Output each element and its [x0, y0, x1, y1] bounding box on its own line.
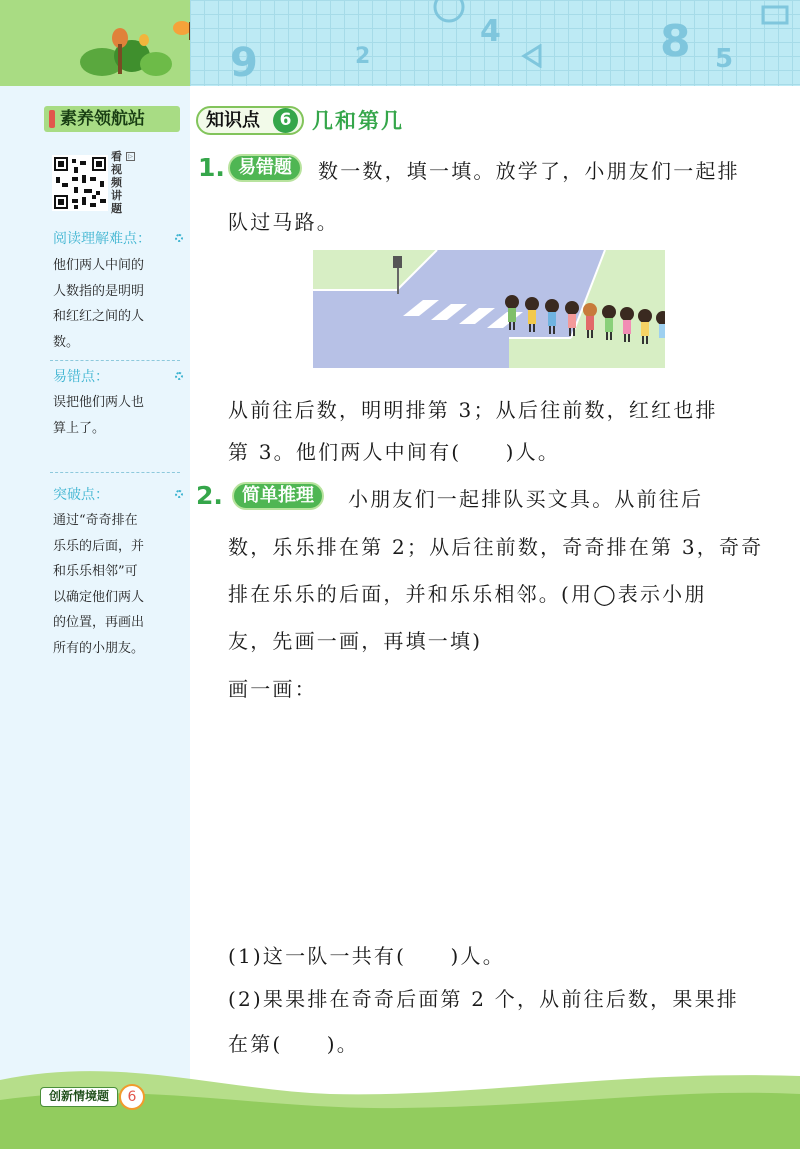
knowledge-point-title: 几和第几 [312, 109, 404, 133]
sub-question: (1)这一队一共有( )人。 [228, 944, 505, 968]
header-grid-panel [190, 0, 800, 86]
text-line: 和红红之间的人 [53, 309, 145, 324]
question-number: 1. [198, 153, 225, 182]
sidebar-section-text [53, 253, 177, 355]
sidebar-heading [44, 106, 180, 132]
sidebar-heading-text: 素养领航站 [60, 109, 145, 129]
sub-question: (2)果果排在奇奇后面第 2 个，从前往后数，果果排 [228, 987, 739, 1011]
sidebar-section-text [53, 390, 177, 441]
text-line: 人数指的是明明 [53, 283, 145, 299]
text-line: 他们两人中间的 [53, 258, 145, 273]
question-text-line: 从前往后数，明明排第 3；从后往前数，红红也排 [228, 398, 718, 422]
dot-icon [175, 372, 183, 380]
deco-number: 5 [715, 44, 734, 74]
rectangle-shape-icon [760, 4, 790, 28]
sidebar-section-text [53, 508, 177, 661]
text-line: 数。 [53, 334, 80, 350]
sidebar-section-title: 易错点： [53, 369, 109, 385]
text-line: 算上了。 [53, 420, 106, 436]
text-line: 乐乐的后面，并 [53, 538, 145, 554]
text-line: 和乐乐相邻”可 [53, 564, 138, 579]
page-number: 6 [119, 1084, 145, 1110]
text-line: 误把他们两人也 [53, 395, 145, 410]
question-text-line: 排在乐乐的后面，并和乐乐相邻。(用◯表示小朋 [228, 582, 707, 606]
question-tag: 易错题 [228, 154, 302, 182]
leaf-decoration-icon [72, 14, 177, 84]
question-text-line: 数一数，填一填。放学了，小朋友们一起排 [318, 159, 740, 183]
dot-icon [175, 234, 183, 242]
sidebar-section-title: 阅读理解难点： [53, 231, 151, 247]
deco-number: 8 [660, 16, 691, 67]
heading-marker-icon [49, 110, 55, 128]
text-line: 通过“奇奇排在 [53, 513, 138, 528]
triangle-shape-icon [520, 44, 544, 68]
qr-code-icon[interactable] [52, 155, 108, 211]
draw-prompt: 画一画： [228, 677, 317, 701]
footer-badge: 创新情境题 [40, 1087, 118, 1107]
sidebar-section-title: 突破点： [53, 487, 109, 503]
question-text-line: 数，乐乐排在第 2；从后往前数，奇奇排在第 3，奇奇 [228, 535, 764, 559]
question-number: 2. [196, 481, 223, 510]
text-line: 以确定他们两人 [53, 589, 145, 605]
question-tag: 简单推理 [232, 482, 324, 510]
footer-grass-wave [0, 1060, 800, 1149]
drawing-area[interactable] [228, 705, 768, 930]
deco-number: 4 [480, 14, 501, 49]
knowledge-point-number: 6 [273, 108, 298, 133]
sidebar-divider [50, 360, 180, 361]
sidebar-divider [50, 472, 180, 473]
knowledge-point-label: 知识点 [196, 106, 304, 135]
text-line: 的位置，再画出 [53, 615, 145, 630]
play-icon: ▷ [126, 152, 135, 161]
qr-label: 看视频讲题 [111, 150, 122, 215]
question-text-line: 第 3。他们两人中间有( )人。 [228, 440, 561, 464]
deco-number: 9 [230, 40, 258, 86]
sub-question: 在第( )。 [228, 1032, 360, 1056]
question-text-line: 队过马路。 [228, 210, 339, 234]
crosswalk-illustration [313, 250, 665, 368]
question-text-line: 友，先画一画，再填一填) [228, 629, 483, 653]
deco-number: 2 [355, 44, 371, 69]
text-line: 所有的小朋友。 [53, 640, 145, 656]
circle-shape-icon [432, 0, 466, 24]
question-text-line: 小朋友们一起排队买文具。从前往后 [348, 487, 704, 511]
dot-icon [175, 490, 183, 498]
